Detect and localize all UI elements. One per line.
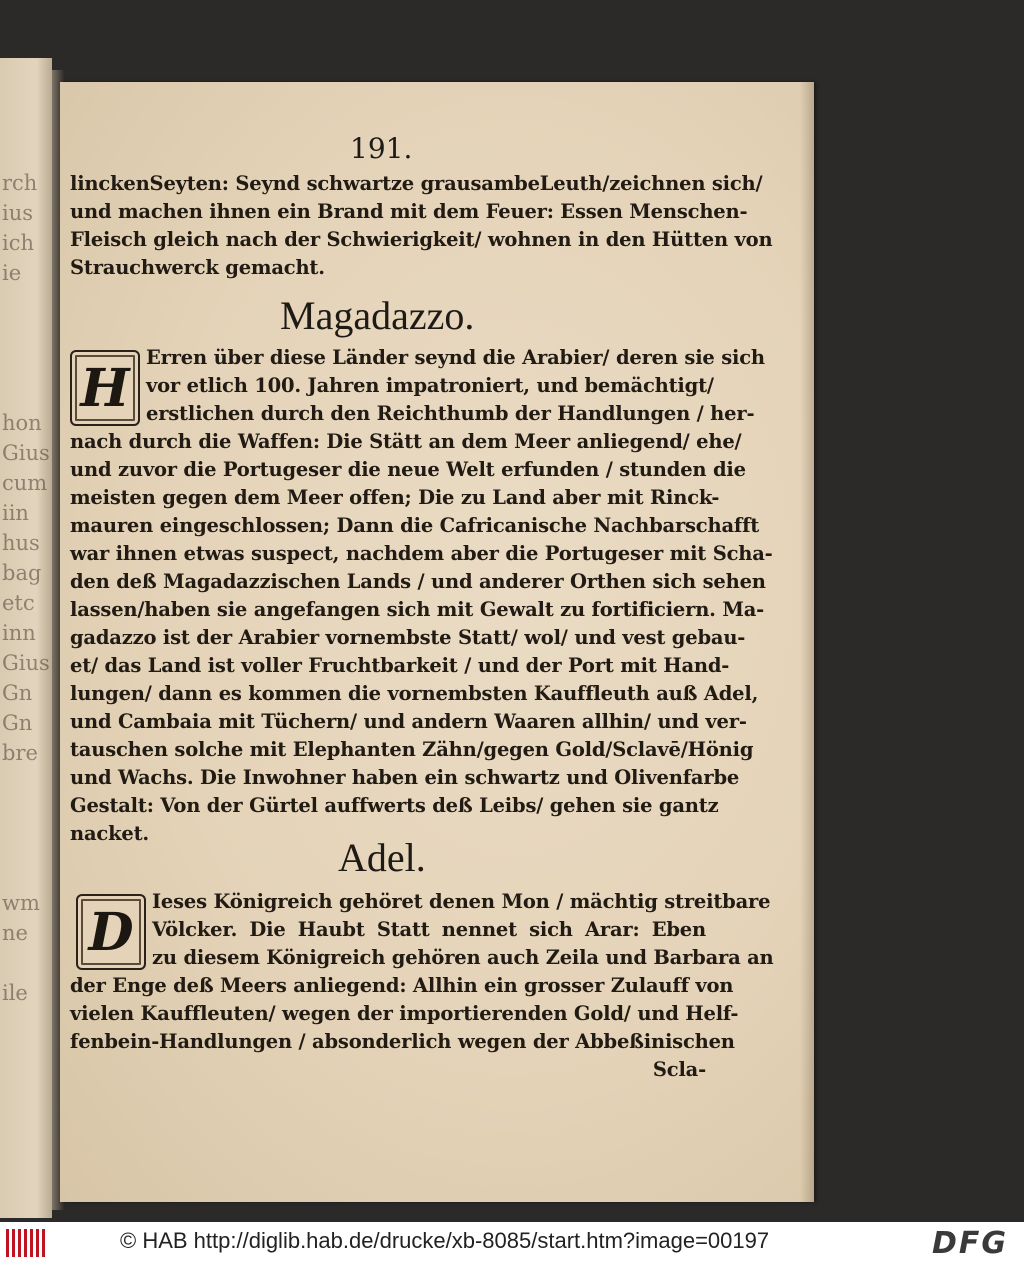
source-citation-link[interactable]: © HAB http://diglib.hab.de/drucke/xb-8085/start.htm?image=00197 [120, 1228, 770, 1253]
top-paragraph [70, 170, 773, 282]
page-edge-shadow [800, 82, 814, 1202]
text-line: und machen ihnen ein Brand mit dem Feuer: Essen Menschen- [70, 200, 748, 223]
text-line: tauschen solche mit Elephanten Zähn/gegen Gold/Sclavē/Hönig [70, 738, 754, 761]
magadazzo-paragraph [70, 428, 773, 848]
previous-page-fragment [2, 798, 50, 828]
text-line: nach durch die Waffen: Die Stätt an dem Meer anliegend/ ehe/ [70, 430, 742, 453]
page-number: 191. [350, 132, 413, 165]
text-line: Ieses Königreich gehöret denen Mon / mächtig streitbare [152, 890, 771, 913]
section-heading-magadazzo: Magadazzo. [280, 293, 475, 338]
text-line: Fleisch gleich nach der Schwierigkeit/ wohnen in den Hütten von [70, 228, 773, 251]
text-line: lungen/ dann es kommen die vornembsten Kauffleuth auß Adel, [70, 682, 759, 705]
text-line: linckenSeyten: Seynd schwartze grausambeLeuth/zeichnen sich/ [70, 172, 763, 195]
text-line: Völcker. Die Haubt Statt nennet sich Arar: Eben [152, 918, 706, 941]
text-line: Gestalt: Von der Gürtel auffwerts deß Leibs/ gehen sie gantz [70, 794, 719, 817]
magadazzo-intro-lines [146, 344, 765, 428]
previous-page-fragment: rch [2, 171, 38, 195]
text-line: vor etlich 100. Jahren impatroniert, und bemächtigt/ [146, 374, 714, 397]
previous-page-fragment: ne [2, 921, 28, 945]
text-line: Erren über diese Länder seynd die Arabier/ deren sie sich [146, 346, 765, 369]
previous-page-fragment: hon [2, 411, 42, 435]
previous-page-fragment [2, 828, 50, 858]
footer-bar [0, 1222, 1024, 1263]
text-line: meisten gegen dem Meer offen; Die zu Land aber mit Rinck- [70, 486, 720, 509]
previous-page-fragment [2, 858, 50, 888]
catchword: Scla- [652, 1058, 706, 1081]
text-line: mauren eingeschlossen; Dann die Cafricanische Nachbarschafft [70, 514, 760, 537]
text-line: et/ das Land ist voller Fruchtbarkeit / und der Port mit Hand- [70, 654, 730, 677]
previous-page-fragment: ich [2, 231, 35, 255]
hab-logo-icon [6, 1229, 48, 1257]
previous-page-fragment: ius [2, 201, 34, 225]
dropcap-d: D [76, 894, 146, 970]
text-line: gadazzo ist der Arabier vornembste Statt/ wol/ und vest gebau- [70, 626, 746, 649]
previous-page-fragment: hus [2, 531, 40, 555]
text-line: und Wachs. Die Inwohner haben ein schwartz und Olivenfarbe [70, 766, 740, 789]
book-page [60, 82, 814, 1202]
text-line: der Enge deß Meers anliegend: Allhin ein grosser Zulauff von [70, 974, 734, 997]
previous-page-fragment [2, 288, 50, 318]
previous-page-fragment: Gius [2, 651, 50, 675]
previous-page-fragment: Gn [2, 711, 33, 735]
previous-page-edge [0, 58, 52, 1218]
previous-page-fragment [2, 948, 50, 978]
text-line: und Cambaia mit Tüchern/ und andern Waaren allhin/ und ver- [70, 710, 747, 733]
text-line: vielen Kauffleuten/ wegen der importierenden Gold/ und Helf- [70, 1002, 739, 1025]
text-line: fenbein-Handlungen / absonderlich wegen der Abbeßinischen [70, 1030, 735, 1053]
previous-page-fragment: ie [2, 261, 22, 285]
text-line: lassen/haben sie angefangen sich mit Gewalt zu fortificiern. Ma- [70, 598, 765, 621]
previous-page-fragment: bag [2, 561, 42, 585]
previous-page-fragment: bre [2, 741, 38, 765]
adel-paragraph [70, 972, 739, 1084]
previous-page-fragment: cum [2, 471, 48, 495]
text-line: erstlichen durch den Reichthumb der Handlungen / her- [146, 402, 755, 425]
previous-page-fragment [2, 318, 50, 348]
previous-page-fragment: etc [2, 591, 35, 615]
dfg-logo: DFG [932, 1226, 1009, 1261]
previous-page-fragment [2, 348, 50, 378]
text-line: war ihnen etwas suspect, nachdem aber die Portugeser mit Scha- [70, 542, 773, 565]
previous-page-fragment: iin [2, 501, 29, 525]
previous-page-fragment: inn [2, 621, 36, 645]
previous-page-fragment: wm [2, 891, 40, 915]
text-line: den deß Magadazzischen Lands / und anderer Orthen sich sehen [70, 570, 766, 593]
text-line: und zuvor die Portugeser die neue Welt erfunden / stunden die [70, 458, 746, 481]
previous-page-text [2, 168, 50, 1008]
previous-page-fragment [2, 768, 50, 798]
text-line: zu diesem Königreich gehören auch Zeila und Barbara an [152, 946, 774, 969]
adel-intro-lines [152, 888, 774, 972]
previous-page-fragment: ile [2, 981, 28, 1005]
section-heading-adel: Adel. [338, 835, 426, 880]
text-line: Strauchwerck gemacht. [70, 256, 325, 279]
previous-page-fragment: Gius [2, 441, 50, 465]
dropcap-h: H [70, 350, 140, 426]
text-line: nacket. [70, 822, 149, 845]
previous-page-fragment [2, 378, 50, 408]
previous-page-fragment: Gn [2, 681, 33, 705]
